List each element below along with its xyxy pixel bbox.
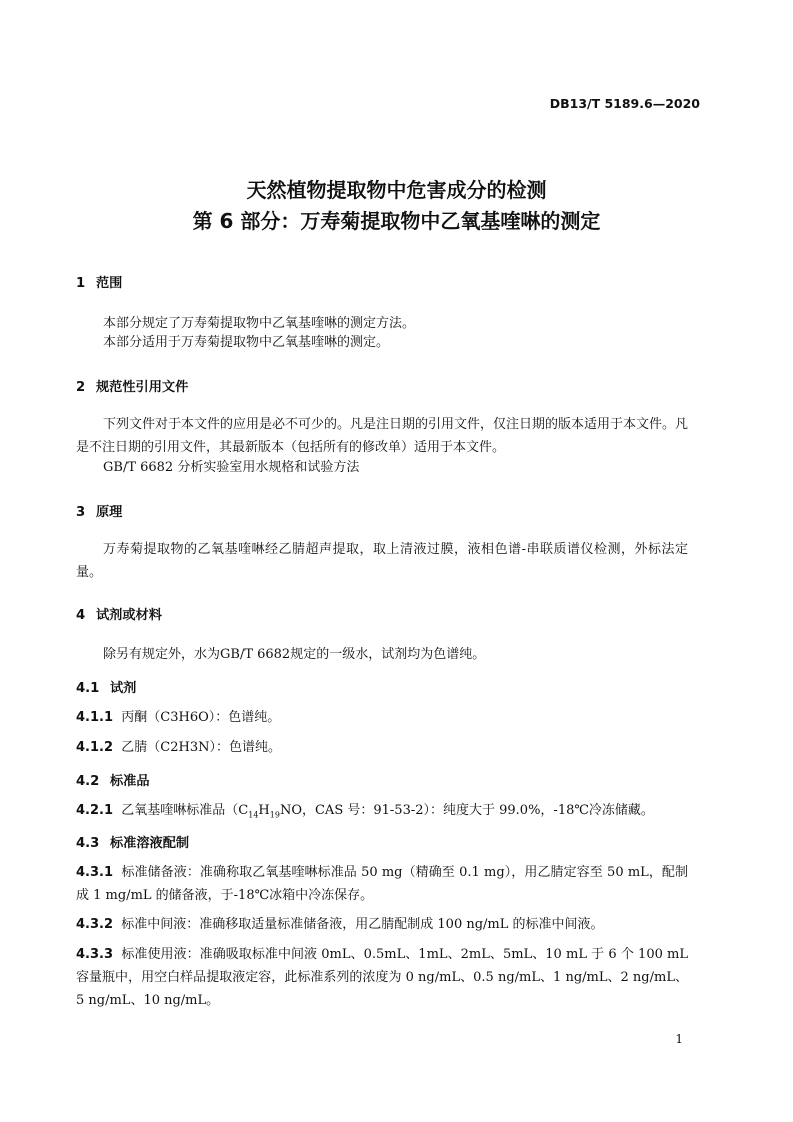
section-1-heading xyxy=(76,272,122,291)
section-1-paragraph-1: 本部分规定了万寿菊提取物中乙氧基喹啉的测定方法。 xyxy=(103,316,416,331)
clause-text: 乙氧基喹啉标准品（$C_{14}H_{19}NO$，CAS 号：91-53-2）：纯度大于 99.0%，-18℃冷冻储藏。 xyxy=(121,803,654,820)
section-title: 试剂或材料 xyxy=(96,608,162,623)
subsection-4-3-heading xyxy=(76,832,189,851)
clause-text: 丙酮（C3H6O）：色谱纯。 xyxy=(121,710,281,725)
section-title: 范围 xyxy=(96,276,123,291)
clause-4-3-3 xyxy=(76,943,688,1012)
clause-4-3-1 xyxy=(76,861,688,907)
subsection-title: 试剂 xyxy=(110,681,137,696)
section-1-paragraph-2: 本部分适用于万寿菊提取物中乙氧基喹啉的测定。 xyxy=(103,335,390,350)
clause-4-1-2 xyxy=(76,736,688,759)
clause-number: 4.1.2 xyxy=(76,740,114,755)
section-2-paragraph-1: 下列文件对于本文件的应用是必不可少的。凡是注日期的引用文件，仅注日期的版本适用于本文件。凡是不注日期的引用文件，其最新版本（包括所有的修改单）适用于本文件。 xyxy=(76,417,689,455)
clause-text: 标准使用液：准确吸取标准中间液 0mL、0.5mL、1mL、2mL、5mL、10 mL 于 6 个 100 mL 容量瓶中，用空白样品提取液定容，此标准系列的浓度为 0 ng/mL、0.5 ng/mL、1 ng/mL、2 ng/mL、5 ng/mL、10 ng/mL。 xyxy=(76,947,688,1008)
clause-number: 4.3.3 xyxy=(76,947,114,962)
section-2-heading xyxy=(76,376,188,395)
section-number: 2 xyxy=(76,380,86,395)
section-number: 4 xyxy=(76,608,86,623)
section-2-reference: GB/T 6682 分析实验室用水规格和试验方法 xyxy=(103,460,360,475)
subsection-number: 4.2 xyxy=(76,774,100,789)
clause-4-1-1 xyxy=(76,706,688,729)
section-4-paragraph-1: 除另有规定外，水为GB/T 6682规定的一级水，试剂均为色谱纯。 xyxy=(103,647,486,662)
section-title: 规范性引用文件 xyxy=(96,380,189,395)
clause-number: 4.2.1 xyxy=(76,803,114,818)
document-title-line2: 第 6 部分：万寿菊提取物中乙氧基喹啉的测定 xyxy=(192,209,601,233)
clause-text: 标准中间液：准确移取适量标准储备液，用乙腈配制成 100 ng/mL 的标准中间液。 xyxy=(121,917,604,932)
clause-number: 4.1.1 xyxy=(76,710,114,725)
section-number: 1 xyxy=(76,276,86,291)
section-title: 原理 xyxy=(96,505,123,520)
clause-4-3-2 xyxy=(76,913,688,936)
subsection-number: 4.3 xyxy=(76,836,100,851)
subsection-title: 标准溶液配制 xyxy=(110,836,190,851)
document-title-line1: 天然植物提取物中危害成分的检测 xyxy=(246,178,547,202)
subsection-4-1-heading xyxy=(76,677,136,696)
section-3-paragraph-1: 万寿菊提取物的乙氧基喹啉经乙腈超声提取，取上清液过膜，液相色谱-串联质谱仪检测，外标法定量。 xyxy=(76,542,688,580)
standard-code: DB13/T 5189.6—2020 xyxy=(549,96,700,111)
clause-number: 4.3.1 xyxy=(76,865,114,880)
clause-text: 标准储备液：准确称取乙氧基喹啉标准品 50 mg（精确至 0.1 mg），用乙腈定容至 50 mL，配制成 1 mg/mL 的储备液，于-18℃冰箱中冷冻保存。 xyxy=(76,865,689,903)
subsection-4-2-heading xyxy=(76,770,150,789)
section-4-heading xyxy=(76,604,162,623)
clause-number: 4.3.2 xyxy=(76,917,114,932)
section-number: 3 xyxy=(76,505,86,520)
page-number: 1 xyxy=(675,1032,683,1046)
clause-4-2-1 xyxy=(76,799,688,827)
clause-text: 乙腈（C2H3N）：色谱纯。 xyxy=(121,740,281,755)
section-3-heading xyxy=(76,501,122,520)
subsection-title: 标准品 xyxy=(110,774,150,789)
subsection-number: 4.1 xyxy=(76,681,100,696)
